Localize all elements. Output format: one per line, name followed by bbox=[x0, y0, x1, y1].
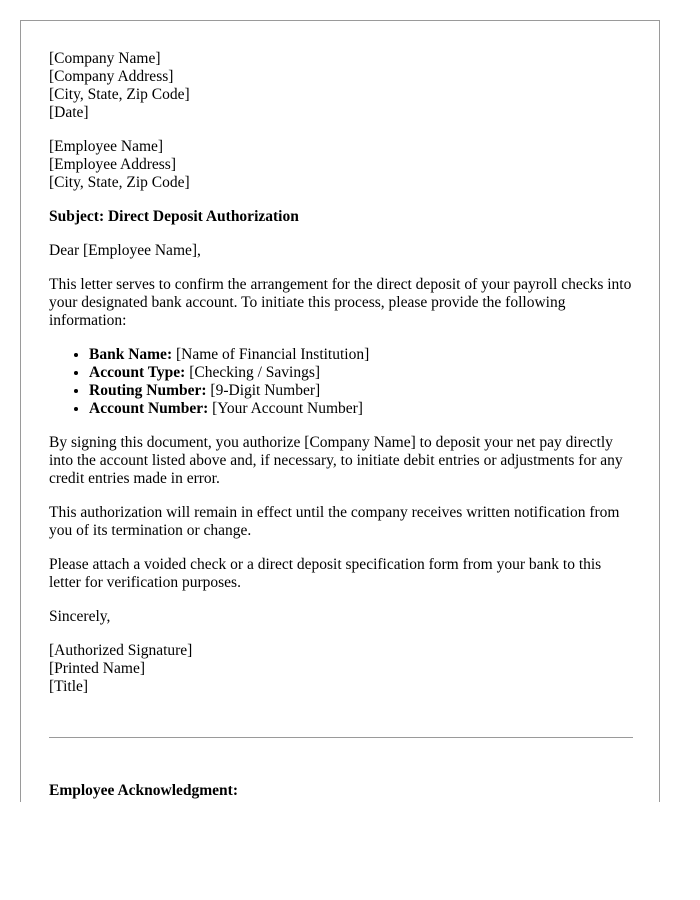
signature-block bbox=[49, 642, 634, 696]
letter-content bbox=[49, 50, 634, 712]
recipient-employee-name: [Employee Name] bbox=[49, 138, 164, 155]
letter-date: [Date] bbox=[49, 104, 89, 121]
list-item-account-type bbox=[89, 364, 634, 382]
sender-city-state-zip: [City, State, Zip Code] bbox=[49, 86, 190, 103]
letter-page bbox=[20, 20, 660, 802]
authorization-paragraph: By signing this document, you authorize [Company Name] to deposit your net pay directly into the account listed above and, if necessary, to initiate debit entries or adjustments for any credit entries made in error. bbox=[49, 434, 623, 487]
list-item-routing-number bbox=[89, 382, 634, 400]
sender-block bbox=[49, 50, 634, 122]
recipient-employee-address: [Employee Address] bbox=[49, 156, 176, 173]
field-value: [9-Digit Number] bbox=[206, 382, 321, 399]
section-divider bbox=[49, 737, 633, 738]
signer-title: [Title] bbox=[49, 678, 89, 695]
subject-line: Subject: Direct Deposit Authorization bbox=[49, 208, 299, 225]
field-label: Bank Name: bbox=[89, 346, 173, 363]
closing: Sincerely, bbox=[49, 608, 111, 625]
effect-paragraph: This authorization will remain in effect until the company receives written notification from you of its termination or change. bbox=[49, 504, 620, 539]
recipient-block bbox=[49, 138, 634, 192]
recipient-city-state-zip: [City, State, Zip Code] bbox=[49, 174, 190, 191]
list-item-account-number bbox=[89, 400, 634, 418]
authorized-signature: [Authorized Signature] bbox=[49, 642, 193, 659]
required-info-list bbox=[49, 346, 634, 418]
field-value: [Name of Financial Institution] bbox=[172, 346, 370, 363]
field-value: [Checking / Savings] bbox=[185, 364, 321, 381]
list-item-bank-name bbox=[89, 346, 634, 364]
attachment-paragraph: Please attach a voided check or a direct deposit specification form from your bank to this letter for verification purposes. bbox=[49, 556, 602, 591]
field-label: Account Number: bbox=[89, 400, 209, 417]
field-value: [Your Account Number] bbox=[208, 400, 363, 417]
sender-company-name: [Company Name] bbox=[49, 50, 161, 67]
salutation: Dear [Employee Name], bbox=[49, 242, 201, 259]
intro-paragraph: This letter serves to confirm the arrangement for the direct deposit of your payroll checks into your designated bank account. To initiate this process, please provide the following information: bbox=[49, 276, 632, 329]
sender-company-address: [Company Address] bbox=[49, 68, 174, 85]
field-label: Routing Number: bbox=[89, 382, 207, 399]
field-label: Account Type: bbox=[89, 364, 186, 381]
acknowledgment-heading: Employee Acknowledgment: bbox=[49, 782, 239, 799]
printed-name: [Printed Name] bbox=[49, 660, 145, 677]
